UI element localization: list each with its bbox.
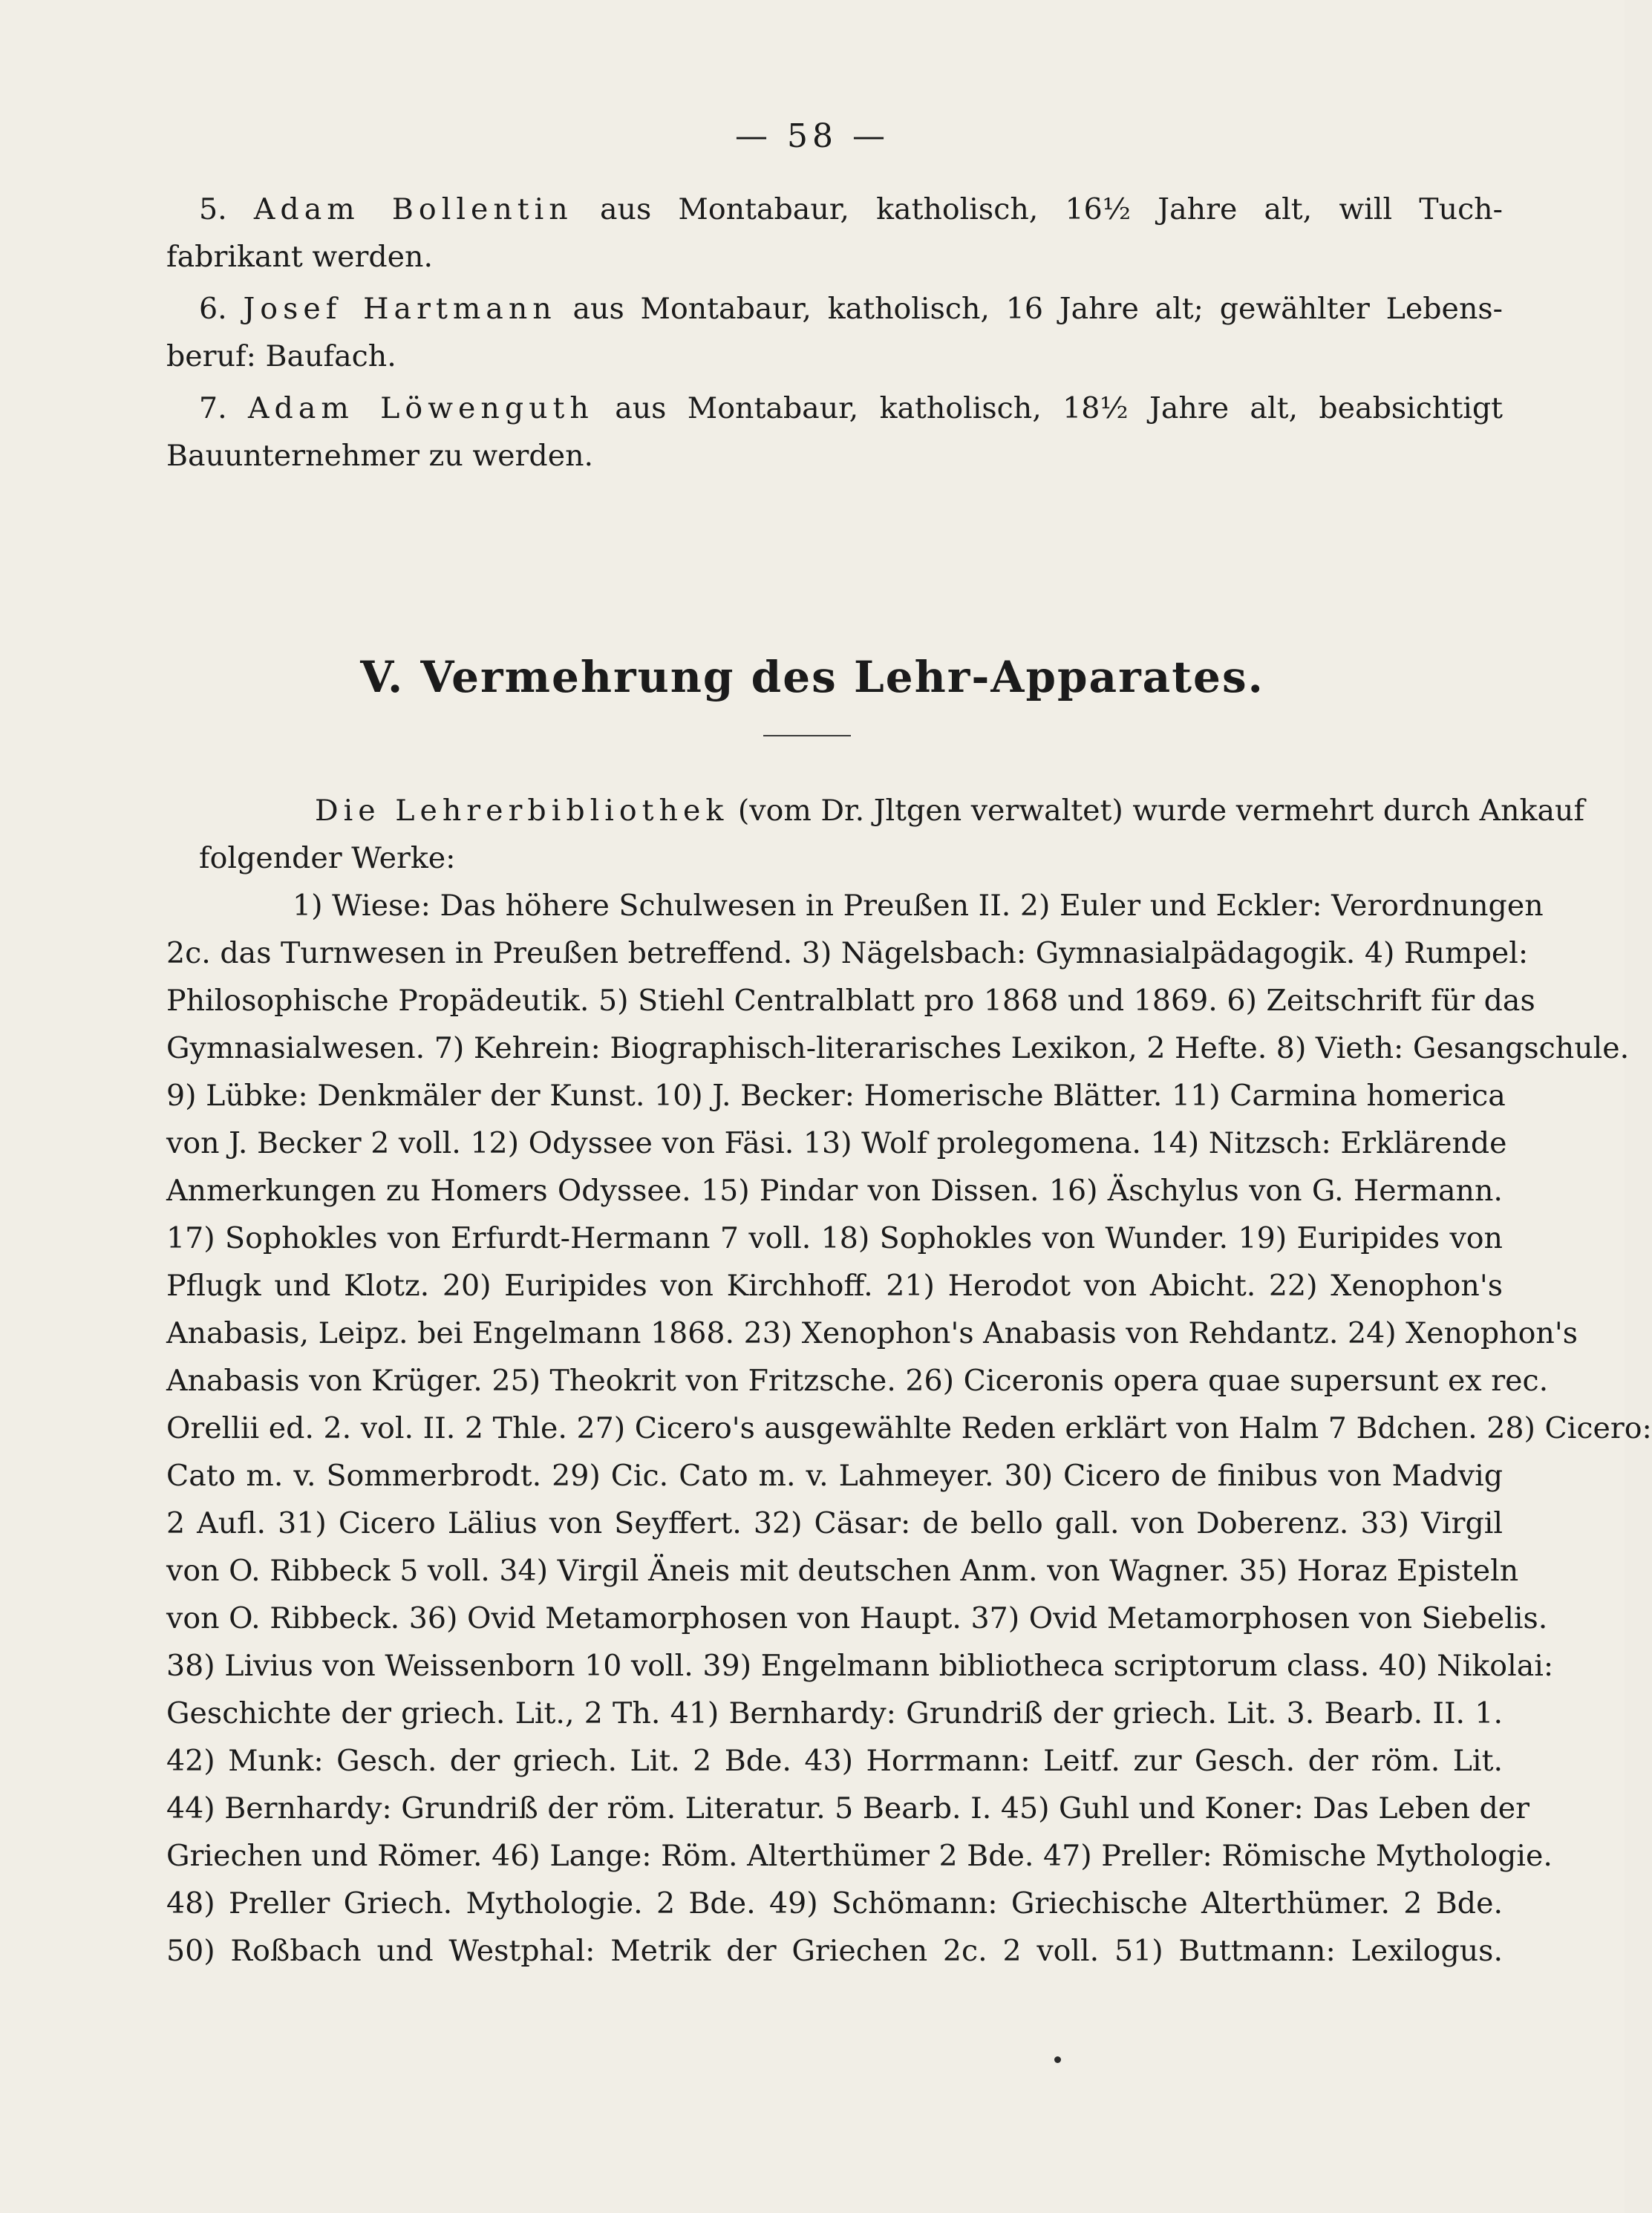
acquisition-line: 2c. das Turnwesen in Preußen betreffend. 3) Nägelsbach: Gymnasialpädagogik. 4) Rumpel: xyxy=(166,936,1529,970)
student-name: Adam Löwenguth xyxy=(248,391,594,425)
acquisition-line: Gymnasialwesen. 7) Kehrein: Biographisch-literarisches Lexikon, 2 Hefte. 8) Vieth: Gesangschule. xyxy=(166,1031,1630,1065)
section-heading: V. Vermehrung des Lehr-Apparates. xyxy=(360,652,1264,702)
student-entry-5-line-1 xyxy=(199,186,1503,233)
entry-number: 7. xyxy=(199,391,227,425)
ink-dot xyxy=(1054,2056,1061,2063)
entry-text: aus Montabaur, katholisch, 18½ Jahre alt, beabsichtigt xyxy=(593,391,1503,425)
acquisition-line: Anmerkungen zu Homers Odyssee. 15) Pindar von Dissen. 16) Äschylus von G. Hermann. xyxy=(166,1174,1503,1208)
acquisition-line: 1) Wiese: Das höhere Schulwesen in Preußen II. 2) Euler und Eckler: Verordnungen xyxy=(293,889,1544,923)
acquisition-line: 48) Preller Griech. Mythologie. 2 Bde. 49) Schömann: Griechische Alterthümer. 2 Bde. xyxy=(166,1886,1503,1921)
library-intro-line-2: folgender Werke: xyxy=(199,841,456,875)
entry-text: aus Montabaur, katholisch, 16½ Jahre alt, will Tuch- xyxy=(572,192,1503,226)
acquisition-line: Anabasis, Leipz. bei Engelmann 1868. 23) Xenophon's Anabasis von Rehdantz. 24) Xenophon's xyxy=(166,1316,1578,1350)
student-entry-6-line-2: beruf: Baufach. xyxy=(166,339,396,373)
student-entry-6-line-1 xyxy=(199,285,1503,333)
heading-divider xyxy=(763,735,851,736)
library-intro-text: (vom Dr. Jltgen verwaltet) wurde vermehrt durch Ankauf xyxy=(728,794,1585,828)
acquisition-line: Philosophische Propädeutik. 5) Stiehl Centralblatt pro 1868 und 1869. 6) Zeitschrift für das xyxy=(166,984,1535,1018)
library-acquisitions xyxy=(166,787,1652,1975)
student-name: Josef Hartmann xyxy=(243,292,557,326)
acquisition-line: von J. Becker 2 voll. 12) Odyssee von Fäsi. 13) Wolf prolegomena. 14) Nitzsch: Erklärende xyxy=(166,1126,1507,1160)
acquisition-line: von O. Ribbeck. 36) Ovid Metamorphosen von Haupt. 37) Ovid Metamorphosen von Siebelis. xyxy=(166,1601,1548,1635)
acquisition-line: 44) Bernhardy: Grundriß der röm. Literatur. 5 Bearb. I. 45) Guhl und Koner: Das Leben der xyxy=(166,1791,1530,1825)
entry-number: 6. xyxy=(199,292,227,326)
acquisition-line: Pflugk und Klotz. 20) Euripides von Kirchhoff. 21) Herodot von Abicht. 22) Xenophon's xyxy=(166,1269,1503,1303)
student-name: Adam Bollentin xyxy=(253,192,573,226)
acquisition-line: 42) Munk: Gesch. der griech. Lit. 2 Bde. 43) Horrmann: Leitf. zur Gesch. der röm. Lit. xyxy=(166,1744,1503,1778)
acquisition-line: 9) Lübke: Denkmäler der Kunst. 10) J. Becker: Homerische Blätter. 11) Carmina homerica xyxy=(166,1079,1506,1113)
acquisition-line: Orellii ed. 2. vol. II. 2 Thle. 27) Cicero's ausgewählte Reden erklärt von Halm 7 Bdchen. 28) Cicero: xyxy=(166,1411,1652,1445)
entry-text: aus Montabaur, katholisch, 16 Jahre alt; gewählter Lebens- xyxy=(556,292,1503,326)
library-intro-label: Die Lehrerbibliothek xyxy=(315,794,729,828)
student-list xyxy=(166,186,1503,480)
acquisition-line: Cato m. v. Sommerbrodt. 29) Cic. Cato m. v. Lahmeyer. 30) Cicero de finibus von Madvig xyxy=(166,1459,1503,1493)
student-entry-7-line-1 xyxy=(199,385,1503,432)
acquisition-line: Geschichte der griech. Lit., 2 Th. 41) Bernhardy: Grundriß der griech. Lit. 3. Bearb. II. 1. xyxy=(166,1696,1503,1730)
acquisition-line: 38) Livius von Weissenborn 10 voll. 39) Engelmann bibliotheca scriptorum class. 40) Nikolai: xyxy=(166,1649,1554,1683)
acquisition-line: 2 Aufl. 31) Cicero Lälius von Seyffert. 32) Cäsar: de bello gall. von Doberenz. 33) Virgil xyxy=(166,1506,1503,1540)
acquisition-line: 17) Sophokles von Erfurdt-Hermann 7 voll. 18) Sophokles von Wunder. 19) Euripides von xyxy=(166,1221,1503,1255)
page-number: — 58 — xyxy=(735,117,889,155)
acquisition-line: von O. Ribbeck 5 voll. 34) Virgil Äneis mit deutschen Anm. von Wagner. 35) Horaz Episteln xyxy=(166,1554,1519,1588)
entry-number: 5. xyxy=(199,192,227,226)
library-intro-line-1 xyxy=(166,787,1585,834)
acquisition-line: 50) Roßbach und Westphal: Metrik der Griechen 2c. 2 voll. 51) Buttmann: Lexilogus. xyxy=(166,1934,1503,1968)
student-entry-7-line-2: Bauunternehmer zu werden. xyxy=(166,439,594,473)
student-entry-5-line-2: fabrikant werden. xyxy=(166,240,434,274)
acquisition-line: Anabasis von Krüger. 25) Theokrit von Fritzsche. 26) Ciceronis opera quae supersunt ex rec. xyxy=(166,1364,1549,1398)
acquisition-line: Griechen und Römer. 46) Lange: Röm. Alterthümer 2 Bde. 47) Preller: Römische Mythologie. xyxy=(166,1839,1553,1873)
